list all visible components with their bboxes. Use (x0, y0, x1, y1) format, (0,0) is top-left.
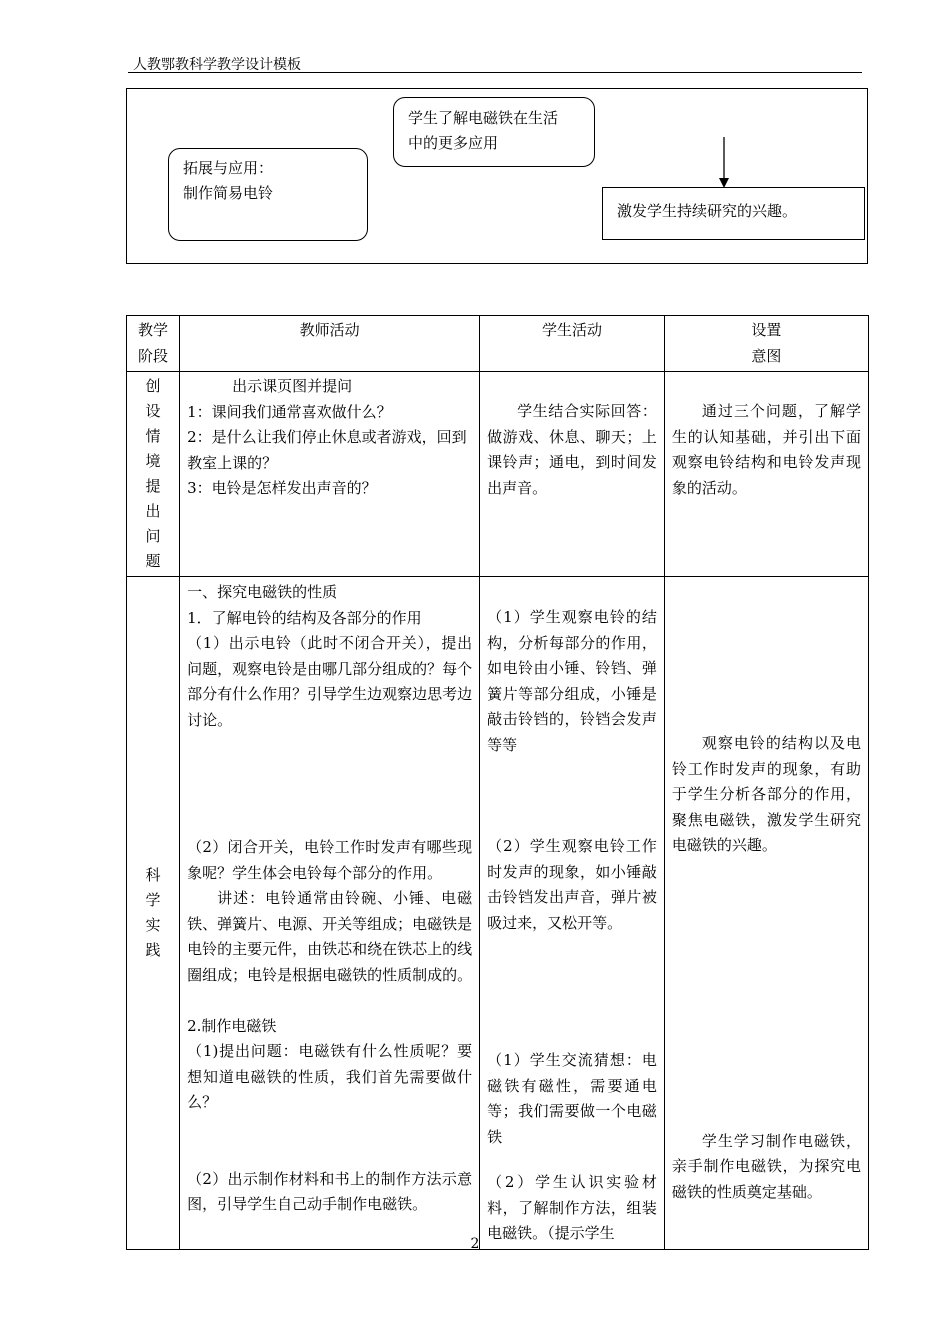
flow-box-interest: 激发学生持续研究的兴趣。 (602, 187, 865, 240)
stage-label-practice: 科学实践 (145, 865, 161, 959)
header-intent-line2: 意图 (751, 346, 782, 365)
header-intent-line1: 设置 (751, 321, 782, 339)
student-text: 学生结合实际回答：做游戏、休息、聊天；上课铃声；通电，到时间发出声音。 (487, 402, 657, 497)
flow-box-apply (393, 97, 595, 167)
intent-cell-situation (664, 372, 868, 577)
header-stage-line1: 教学 (138, 321, 169, 339)
student-text: （1）学生交流猜想：电磁铁有磁性，需要通电等；我们需要做一个电磁铁 (487, 1051, 657, 1146)
teacher-text: 出示课页图并提问 (232, 377, 353, 395)
intent-text: 学生学习制作电磁铁，亲手制作电磁铁，为探究电磁铁的性质奠定基础。 (671, 1131, 861, 1201)
teacher-text: 2：是什么让我们停止休息或者游戏，回到教室上课的？ (187, 428, 467, 472)
teacher-text: 1．了解电铃的结构及各部分的作用 (187, 608, 422, 627)
teacher-cell-practice (180, 577, 480, 1250)
teacher-text: 讲述：电铃通常由铃碗、小锤、电磁铁、弹簧片、电源、开关等组成；电磁铁是电铃的主要元件，由铁芯和绕在铁芯上的线圈组成；电铃是根据电磁铁的性质制成的。 (187, 889, 473, 984)
page-header-title: 人教鄂教科学教学设计模板 (133, 57, 301, 73)
intent-text: 通过三个问题，了解学生的认知基础，并引出下面观察电铃结构和电铃发声现象的活动。 (671, 402, 861, 497)
stage-cell-practice (127, 577, 180, 1250)
table-row-practice (127, 577, 869, 1250)
teacher-text: （2）出示制作材料和书上的制作方法示意图，引导学生自己动手制作电磁铁。 (187, 1169, 473, 1213)
student-cell-situation (480, 372, 665, 577)
teacher-text: 1：课间我们通常喜欢做什么？ (187, 402, 392, 421)
header-stage-line2: 阶段 (138, 346, 169, 365)
header-stage (127, 316, 180, 372)
teacher-text: （2）闭合开关，电铃工作时发声有哪些现象呢？学生体会电铃每个部分的作用。 (187, 838, 473, 882)
teacher-text: （1）出示电铃（此时不闭合开关），提出问题，观察电铃是由哪几部分组成的？每个部分有什么作用？引导学生边观察边思考边讨论。 (187, 634, 473, 729)
intent-cell-practice (664, 577, 868, 1250)
teacher-text: （1)提出问题：电磁铁有什么性质呢？要想知道电磁铁的性质，我们首先需要做什么？ (187, 1042, 473, 1111)
student-cell-practice (480, 577, 665, 1250)
header-teacher: 教师活动 (180, 316, 480, 372)
student-text: （2）学生认识实验材料，了解制作方法，组装电磁铁。（提示学生 (487, 1173, 657, 1242)
intent-text: 观察电铃的结构以及电铃工作时发声的现象，有助于学生分析各部分的作用，聚焦电磁铁，激发学生研究电磁铁的兴趣。 (671, 734, 861, 854)
teacher-text: 3：电铃是怎样发出声音的？ (187, 479, 377, 497)
flow-box-extend-line1: 拓展与应用： (183, 159, 274, 177)
flow-box-apply-line2: 中的更多应用 (408, 134, 499, 152)
teacher-cell-situation (180, 372, 480, 577)
student-text: （2）学生观察电铃工作时发声的现象，如小锤敲击铃铛发出声音，弹片被吸过来，又松开等。 (487, 837, 657, 932)
stage-label-situation: 创设情境提出问题 (145, 377, 161, 570)
stage-cell-situation (127, 372, 180, 577)
teacher-text: 一、探究电磁铁的性质 (187, 583, 338, 601)
header-intent (664, 316, 868, 372)
page-number: 2 (470, 1236, 480, 1252)
table-header-row (127, 316, 869, 372)
student-text: （1）学生观察电铃的结构，分析每部分的作用，如电铃由小锤、铃铛、弹簧片等部分组成，小锤是敲击铃铛的，铃铛会发声等等 (487, 608, 657, 754)
table-row-situation (127, 372, 869, 577)
flow-box-extend-line2: 制作简易电铃 (183, 184, 274, 202)
flow-box-extend (168, 148, 368, 241)
header-student: 学生活动 (480, 316, 665, 372)
lesson-plan-table (126, 315, 869, 1250)
teacher-text: 2.制作电磁铁 (187, 1016, 277, 1035)
flow-box-apply-line1: 学生了解电磁铁在生活 (408, 109, 559, 127)
